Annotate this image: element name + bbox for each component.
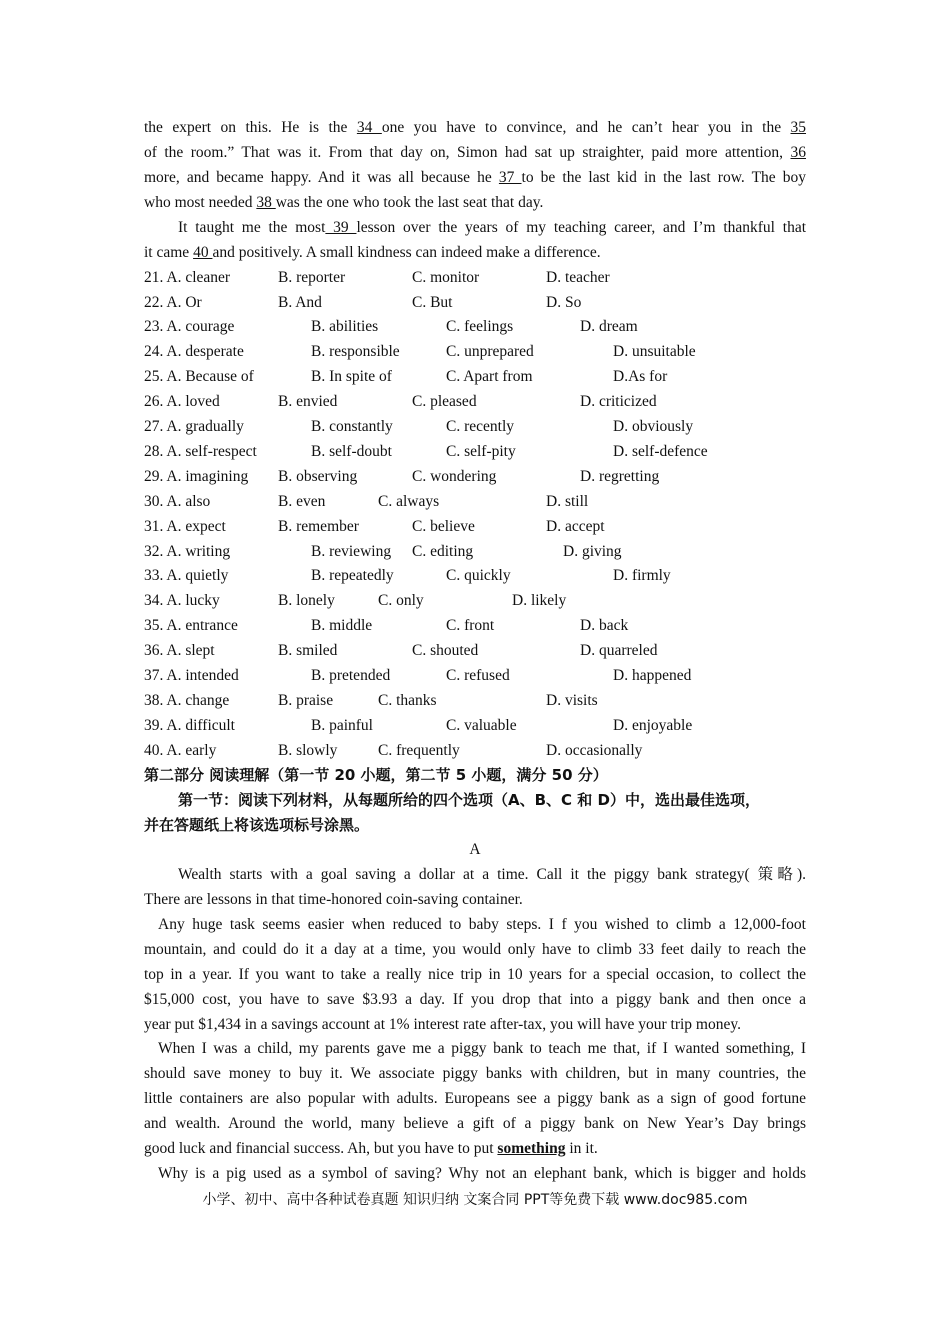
option-b: B. self-doubt <box>311 443 392 460</box>
option-b: B. reporter <box>278 269 346 286</box>
option-a: 25. A. Because of <box>144 368 254 385</box>
option-b: B. constantly <box>311 418 393 435</box>
passage-line: more, and became happy. And it was all because he 37 to be the last kid in the last row. The boy <box>144 169 807 186</box>
passage-line: should save money to buy it. We associate piggy banks with children, but in many countries, the <box>144 1065 806 1082</box>
blank-39: 39 <box>325 219 357 236</box>
option-c: C. frequently <box>378 742 460 759</box>
option-c: C. valuable <box>446 717 517 734</box>
option-b: B. pretended <box>311 667 391 684</box>
option-c: C. refused <box>446 667 510 684</box>
option-b: B. middle <box>311 617 373 634</box>
blank-40: 40 <box>193 244 213 261</box>
option-d: D. likely <box>512 592 567 609</box>
blank-37: 37 <box>498 169 522 186</box>
passage-line: and wealth. Around the world, many believe a gift of a piggy bank on New Year’s Day brings <box>144 1115 806 1132</box>
option-c: C. unprepared <box>446 343 534 360</box>
option-b: B. repeatedly <box>311 567 394 584</box>
option-d: D.As for <box>613 368 668 385</box>
option-a: 38. A. change <box>144 692 230 709</box>
blank-38: 38 <box>256 194 276 211</box>
option-c: C. always <box>378 493 440 510</box>
option-d: D. obviously <box>613 418 694 435</box>
option-b: B. smiled <box>278 642 338 659</box>
option-d: D. regretting <box>580 468 660 485</box>
option-a: 23. A. courage <box>144 318 235 335</box>
option-d: D. enjoyable <box>613 717 693 734</box>
section-instruction-cont: 并在答题纸上将该选项标号涂黑。 <box>144 816 370 834</box>
passage-line: It taught me the most 39 lesson over the years of my teaching career, and I’m thankful that <box>178 219 806 236</box>
option-c: C. recently <box>446 418 515 435</box>
option-a: 29. A. imagining <box>144 468 249 485</box>
option-b: B. observing <box>278 468 358 485</box>
passage-line: When I was a child, my parents gave me a piggy bank to teach me that, if I wanted something, I <box>158 1040 806 1057</box>
option-a: 26. A. loved <box>144 393 220 410</box>
option-c: C. editing <box>412 543 474 560</box>
option-b: B. envied <box>278 393 338 410</box>
passage-line: There are lessons in that time-honored coin-saving container. <box>144 891 523 908</box>
option-a: 36. A. slept <box>144 642 215 659</box>
option-b: B. painful <box>311 717 373 734</box>
passage-line: it came 40 and positively. A small kindness can indeed make a difference. <box>144 244 601 261</box>
option-d: D. unsuitable <box>613 343 696 360</box>
passage-line: mountain, and could do it a day at a time, you would only have to climb 33 feet daily to reach the <box>144 941 806 958</box>
passage-line: Why is a pig used as a symbol of saving? Why not an elephant bank, which is bigger and holds <box>158 1165 806 1182</box>
passage-line: little containers are also popular with adults. Europeans see a piggy bank as a sign of good fortune <box>144 1090 806 1107</box>
passage-line: good luck and financial success. Ah, but you have to put something in it. <box>144 1140 598 1157</box>
option-c: C. believe <box>412 518 475 535</box>
option-c: C. monitor <box>412 269 480 286</box>
option-a: 35. A. entrance <box>144 617 238 634</box>
option-a: 40. A. early <box>144 742 217 759</box>
option-d: D. criticized <box>580 393 657 410</box>
option-c: C. shouted <box>412 642 479 659</box>
option-b: B. In spite of <box>311 368 392 385</box>
option-b: B. slowly <box>278 742 338 759</box>
option-c: C. quickly <box>446 567 511 584</box>
option-a: 33. A. quietly <box>144 567 229 584</box>
option-d: D. back <box>580 617 629 634</box>
option-c: C. Apart from <box>446 368 533 385</box>
option-d: D. self-defence <box>613 443 708 460</box>
passage-line: who most needed 38 was the one who took the last seat that day. <box>144 194 544 211</box>
option-c: C. But <box>412 294 453 311</box>
option-d: D. teacher <box>546 269 610 286</box>
passage-line: $15,000 cost, you have to save $3.93 a day. If you drop that into a piggy bank and then once a <box>144 991 806 1008</box>
option-b: B. remember <box>278 518 359 535</box>
option-a: 24. A. desperate <box>144 343 244 360</box>
option-a: 27. A. gradually <box>144 418 244 435</box>
option-d: D. giving <box>563 543 622 560</box>
option-a: 39. A. difficult <box>144 717 235 734</box>
option-c: C. only <box>378 592 424 609</box>
option-d: D. firmly <box>613 567 671 584</box>
passage-line: the expert on this. He is the 34 one you have to convince, and he can’t hear you in the 35 <box>144 119 807 136</box>
blank-35: 35 <box>790 119 807 136</box>
blank-34: 34 <box>356 119 382 136</box>
option-d: D. occasionally <box>546 742 643 759</box>
option-d: D. happened <box>613 667 692 684</box>
option-c: C. feelings <box>446 318 514 335</box>
option-b: B. And <box>278 294 322 311</box>
passage-line: Wealth starts with a goal saving a dollar at a time. Call it the piggy bank strategy( 策略). <box>178 866 806 883</box>
option-a: 37. A. intended <box>144 667 239 684</box>
option-d: D. dream <box>580 318 638 335</box>
option-c: C. wondering <box>412 468 497 485</box>
option-a: 28. A. self-respect <box>144 443 257 460</box>
option-d: D. visits <box>546 692 598 709</box>
option-c: C. thanks <box>378 692 437 709</box>
option-d: D. accept <box>546 518 605 535</box>
option-b: B. lonely <box>278 592 335 609</box>
option-a: 31. A. expect <box>144 518 226 535</box>
passage-line: Any huge task seems easier when reduced to baby steps. I f you wished to climb a 12,000-foot <box>158 916 806 933</box>
option-c: C. self-pity <box>446 443 516 460</box>
option-a: 34. A. lucky <box>144 592 220 609</box>
option-b: B. praise <box>278 692 334 709</box>
option-d: D. still <box>546 493 589 510</box>
blank-36: 36 <box>790 144 806 161</box>
option-b: B. responsible <box>311 343 400 360</box>
option-a: 21. A. cleaner <box>144 269 231 286</box>
passage-label: A <box>469 841 481 858</box>
option-a: 30. A. also <box>144 493 211 510</box>
section-instruction: 第一节：阅读下列材料，从每题所给的四个选项（A、B、C 和 D）中，选出最佳选项， <box>178 791 760 809</box>
emphasized-word: something <box>497 1140 566 1157</box>
option-c: C. front <box>446 617 495 634</box>
option-d: D. So <box>546 294 582 311</box>
passage-line: of the room.” That was it. From that day on, Simon had sat up straighter, paid more attention, 36 <box>144 144 806 161</box>
option-b: B. reviewing <box>311 543 392 560</box>
passage-line: year put $1,434 in a savings account at 1% interest rate after-tax, you will have your trip money. <box>144 1016 741 1033</box>
section-title: 第二部分 阅读理解（第一节 20 小题，第二节 5 小题，满分 50 分） <box>144 766 608 784</box>
option-d: D. quarreled <box>580 642 658 659</box>
footer-text: 小学、初中、高中各种试卷真题 知识归纳 文案合同 PPT等免费下载 www.doc985.com <box>202 1192 748 1208</box>
option-a: 32. A. writing <box>144 543 231 560</box>
passage-line: top in a year. If you want to take a really nice trip in 10 years for a special occasion, to collect the <box>144 966 806 983</box>
option-a: 22. A. Or <box>144 294 202 311</box>
option-c: C. pleased <box>412 393 477 410</box>
option-b: B. abilities <box>311 318 379 335</box>
option-b: B. even <box>278 493 326 510</box>
